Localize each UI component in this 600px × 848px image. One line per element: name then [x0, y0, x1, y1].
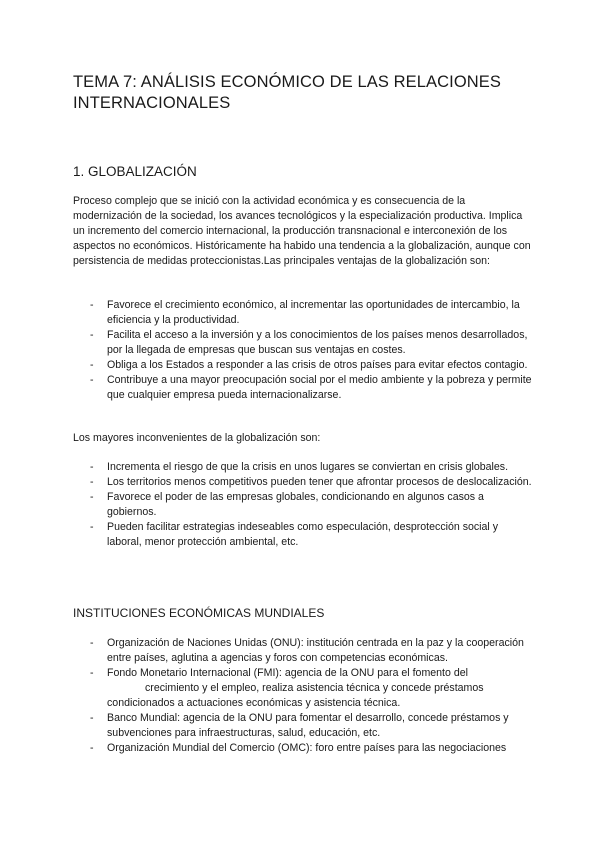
- section-heading-instituciones: INSTITUCIONES ECONÓMICAS MUNDIALES: [73, 606, 325, 620]
- list-item: - Fondo Monetario Internacional (FMI): agencia de la ONU para el fomento del crecimiento y el empleo, realiza asistencia técnica y concede préstamos condicionados a actuaciones económicas y asistencia técnica.: [90, 667, 484, 709]
- list-item: - Organización Mundial del Comercio (OMC): foro entre países para las negociaciones: [90, 742, 507, 754]
- list-item: - Pueden facilitar estrategias indeseables como especulación, desprotección social y laboral, menor protección ambiental, etc.: [90, 521, 499, 548]
- bullet-dash: -: [90, 374, 94, 386]
- ventajas-list: [73, 298, 533, 403]
- section-heading-globalizacion: 1. GLOBALIZACIÓN: [73, 164, 197, 179]
- bullet-dash: -: [90, 359, 94, 371]
- list-item: - Organización de Naciones Unidas (ONU): institución centrada en la paz y la cooperación entre países, aglutina a agencias y foros con competencias económicas.: [90, 637, 524, 664]
- list-item: - Los territorios menos competitivos pueden tener que afrontar procesos de deslocalización.: [90, 476, 532, 488]
- list-item: - Incrementa el riesgo de que la crisis en unos lugares se conviertan en crisis globales.: [90, 461, 509, 473]
- bullet-dash: -: [90, 299, 94, 311]
- list-item: - Favorece el poder de las empresas globales, condicionando en algunos casos a gobiernos.: [90, 491, 484, 518]
- bullet-dash: -: [90, 329, 94, 341]
- inconvenientes-intro: Los mayores inconvenientes de la globalización son:: [73, 432, 321, 444]
- bullet-dash: -: [90, 712, 94, 724]
- bullet-dash: -: [90, 521, 94, 533]
- document-title: TEMA 7: ANÁLISIS ECONÓMICO DE LAS RELACIONES INTERNACIONALES: [73, 73, 502, 112]
- bullet-dash: -: [90, 491, 94, 503]
- bullet-dash: -: [90, 637, 94, 649]
- list-item: - Obliga a los Estados a responder a las crisis de otros países para evitar efectos contagio.: [90, 359, 528, 371]
- bullet-dash: -: [90, 476, 94, 488]
- list-item: - Facilita el acceso a la inversión y a los conocimientos de los países menos desarrollados, por la llegada de empresas que buscan sus ventajas en costes.: [90, 329, 528, 356]
- list-item: - Favorece el crecimiento económico, al incrementar las oportunidades de intercambio, la eficiencia y la productividad.: [90, 299, 520, 326]
- bullet-dash: -: [90, 667, 94, 679]
- intro-paragraph: Proceso complejo que se inició con la actividad económica y es consecuencia de la modernización de la sociedad, los avances tecnológicos y la especialización productiva. Implica un incremento del comercio internacional, la producción transnacional e interconexión de los aspectos no económicos. Históricamente ha habido una tendencia a la globalización, aunque con persistencia de medidas proteccionistas.Las principales ventajas de la globalización son:: [73, 195, 531, 267]
- inconvenientes-list: [73, 460, 533, 550]
- list-item: - Banco Mundial: agencia de la ONU para fomentar el desarrollo, concede préstamos y subvenciones para infraestructuras, salud, educación, etc.: [90, 712, 509, 739]
- instituciones-list: [73, 636, 533, 756]
- bullet-dash: -: [90, 461, 94, 473]
- list-item: - Contribuye a una mayor preocupación social por el medio ambiente y la pobreza y permite que cualquier empresa pueda internacionalizarse.: [90, 374, 532, 401]
- bullet-dash: -: [90, 742, 94, 754]
